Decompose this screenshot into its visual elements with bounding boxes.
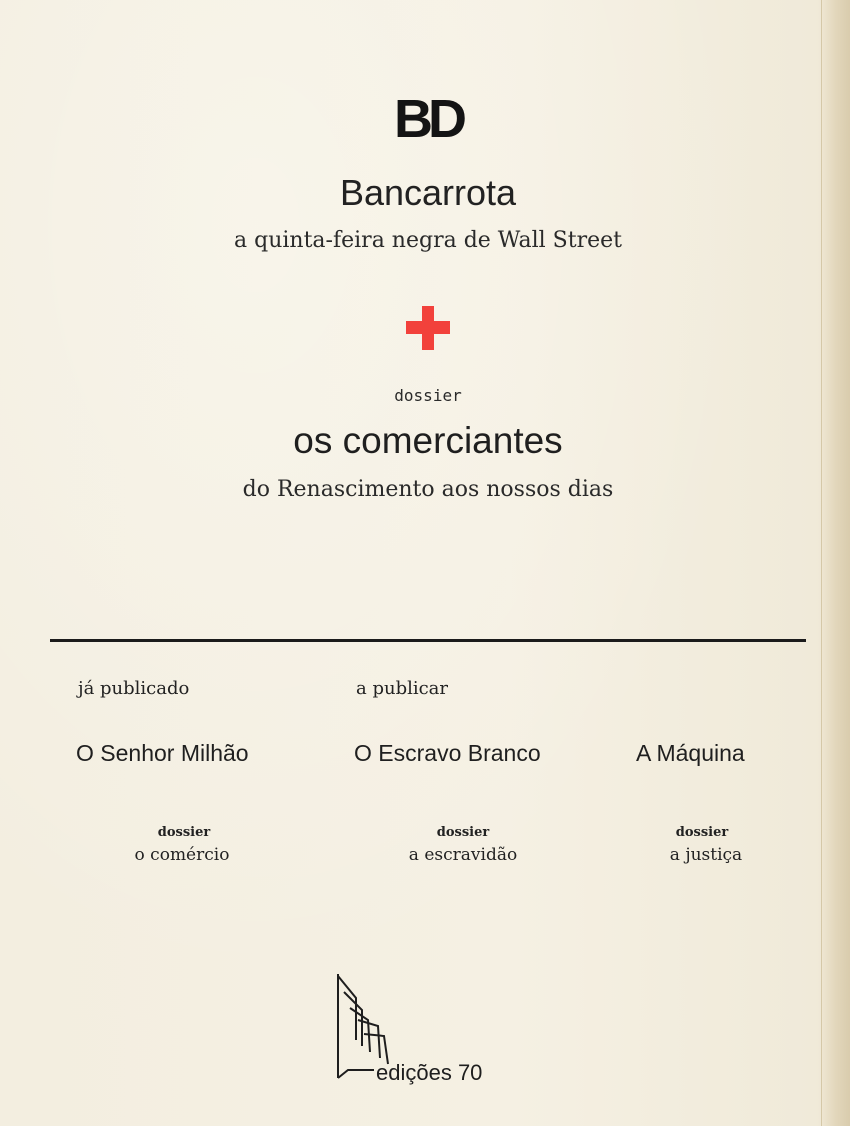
dossier-subtitle: do Renascimento aos nossos dias — [242, 477, 614, 502]
divider-rule — [50, 639, 806, 642]
book-subtitle: a quinta-feira negra de Wall Street — [234, 228, 622, 253]
series-dossier-topic-2: a escravidão — [408, 845, 518, 865]
publisher-name: edições 70 — [376, 1060, 483, 1085]
series-dossier-label-2: dossier — [436, 825, 490, 840]
book-title: Bancarrota — [339, 172, 517, 213]
plus-icon — [406, 306, 450, 350]
series-dossier-topic-1: o comércio — [134, 845, 230, 865]
series-dossier-label-1: dossier — [157, 825, 211, 840]
series-title-1: O Senhor Milhão — [76, 740, 249, 766]
book-spine-edge — [821, 0, 850, 1126]
series-dossier-label-3: dossier — [675, 825, 729, 840]
series-title-3: A Máquina — [636, 740, 745, 766]
bd-logo: BD — [394, 89, 462, 149]
upcoming-heading: a publicar — [356, 678, 449, 699]
series-dossier-topic-3: a justiça — [669, 845, 743, 865]
dossier-label: dossier — [394, 386, 462, 405]
published-heading: já publicado — [78, 678, 190, 699]
dossier-title: os comerciantes — [293, 420, 563, 461]
series-title-2: O Escravo Branco — [354, 740, 541, 766]
